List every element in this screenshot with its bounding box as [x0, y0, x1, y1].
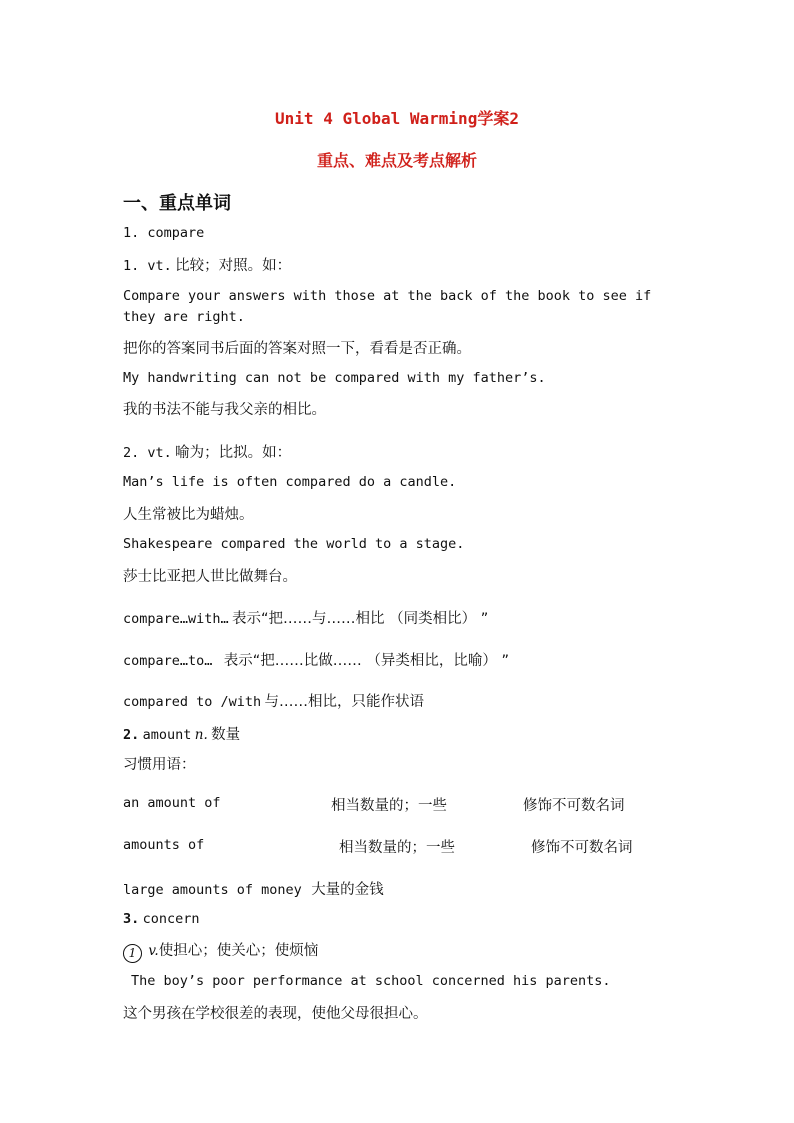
usage-3	[123, 690, 424, 711]
amount-example-zh: 大量的金钱	[311, 882, 384, 898]
amount-example	[123, 878, 384, 899]
amount-example-en: large amounts of money	[123, 882, 302, 898]
idiom-phrase: an amount of	[123, 795, 221, 811]
idiom-note: 修饰不可数名词	[523, 798, 625, 814]
example-1-zh: 把你的答案同书后面的答案对照一下，看看是否正确。	[123, 341, 471, 357]
section-heading: 一、重点单词	[123, 193, 231, 214]
idioms-label: 习惯用语：	[123, 757, 196, 773]
word-heading-amount	[123, 723, 240, 744]
usage-3-meaning: 与……相比，只能作状语	[264, 694, 425, 710]
concern-sense	[123, 939, 318, 963]
circled-number-marker: 1	[123, 944, 142, 963]
word-heading-compare	[123, 225, 204, 241]
document-title: Unit 4 Global Warming学案2	[275, 109, 519, 128]
sense-2-meaning: 喻为；比拟。如：	[175, 445, 292, 461]
usage-1-meaning: 表示“把……与……相比 （同类相比） ”	[232, 611, 489, 627]
sense-2	[123, 441, 291, 462]
word-text: concern	[142, 911, 200, 927]
usage-3-pattern: compared to /with	[123, 694, 262, 710]
concern-example-en: The boy’s poor performance at school concerned his parents.	[131, 973, 611, 989]
example-4-zh: 莎士比亚把人世比做舞台。	[123, 569, 297, 585]
example-3-zh: 人生常被比为蜡烛。	[123, 507, 254, 523]
usage-1-pattern: compare…with…	[123, 611, 229, 627]
word-pos: n.	[194, 727, 208, 743]
concern-pos: v.	[148, 943, 159, 959]
usage-2-meaning: 表示“把……比做…… （异类相比，比喻） ”	[223, 653, 510, 669]
word-text: compare	[147, 225, 205, 241]
example-1-en: Compare your answers with those at the back of the book to see if they are right.	[123, 288, 652, 325]
word-number: 3.	[123, 911, 140, 927]
document-subtitle: 重点、难点及考点解析	[316, 151, 477, 170]
word-number: 1.	[123, 225, 140, 241]
word-heading-concern	[123, 911, 200, 927]
example-2-zh: 我的书法不能与我父亲的相比。	[123, 402, 326, 418]
usage-1	[123, 607, 488, 628]
usage-2-pattern: compare…to…	[123, 653, 213, 669]
example-2-en: My handwriting can not be compared with my father’s.	[123, 370, 546, 386]
usage-2	[123, 649, 509, 670]
idiom-meaning: 相当数量的；一些	[331, 798, 447, 814]
sense-2-pos: 2. vt.	[123, 445, 172, 461]
word-text: amount	[142, 727, 192, 743]
idiom-meaning: 相当数量的；一些	[339, 840, 455, 856]
idiom-note: 修饰不可数名词	[531, 840, 633, 856]
concern-example-zh: 这个男孩在学校很差的表现，使他父母很担心。	[123, 1006, 428, 1022]
idiom-phrase: amounts of	[123, 837, 205, 853]
sense-1	[123, 254, 291, 275]
word-number: 2.	[123, 727, 140, 743]
example-4-en: Shakespeare compared the world to a stage.	[123, 536, 465, 552]
concern-meaning: 使担心；使关心；使烦恼	[158, 943, 319, 959]
sense-1-pos: 1. vt.	[123, 258, 172, 274]
word-meaning: 数量	[211, 727, 241, 743]
example-3-en: Man’s life is often compared do a candle.	[123, 474, 457, 490]
sense-1-meaning: 比较；对照。如：	[175, 258, 292, 274]
